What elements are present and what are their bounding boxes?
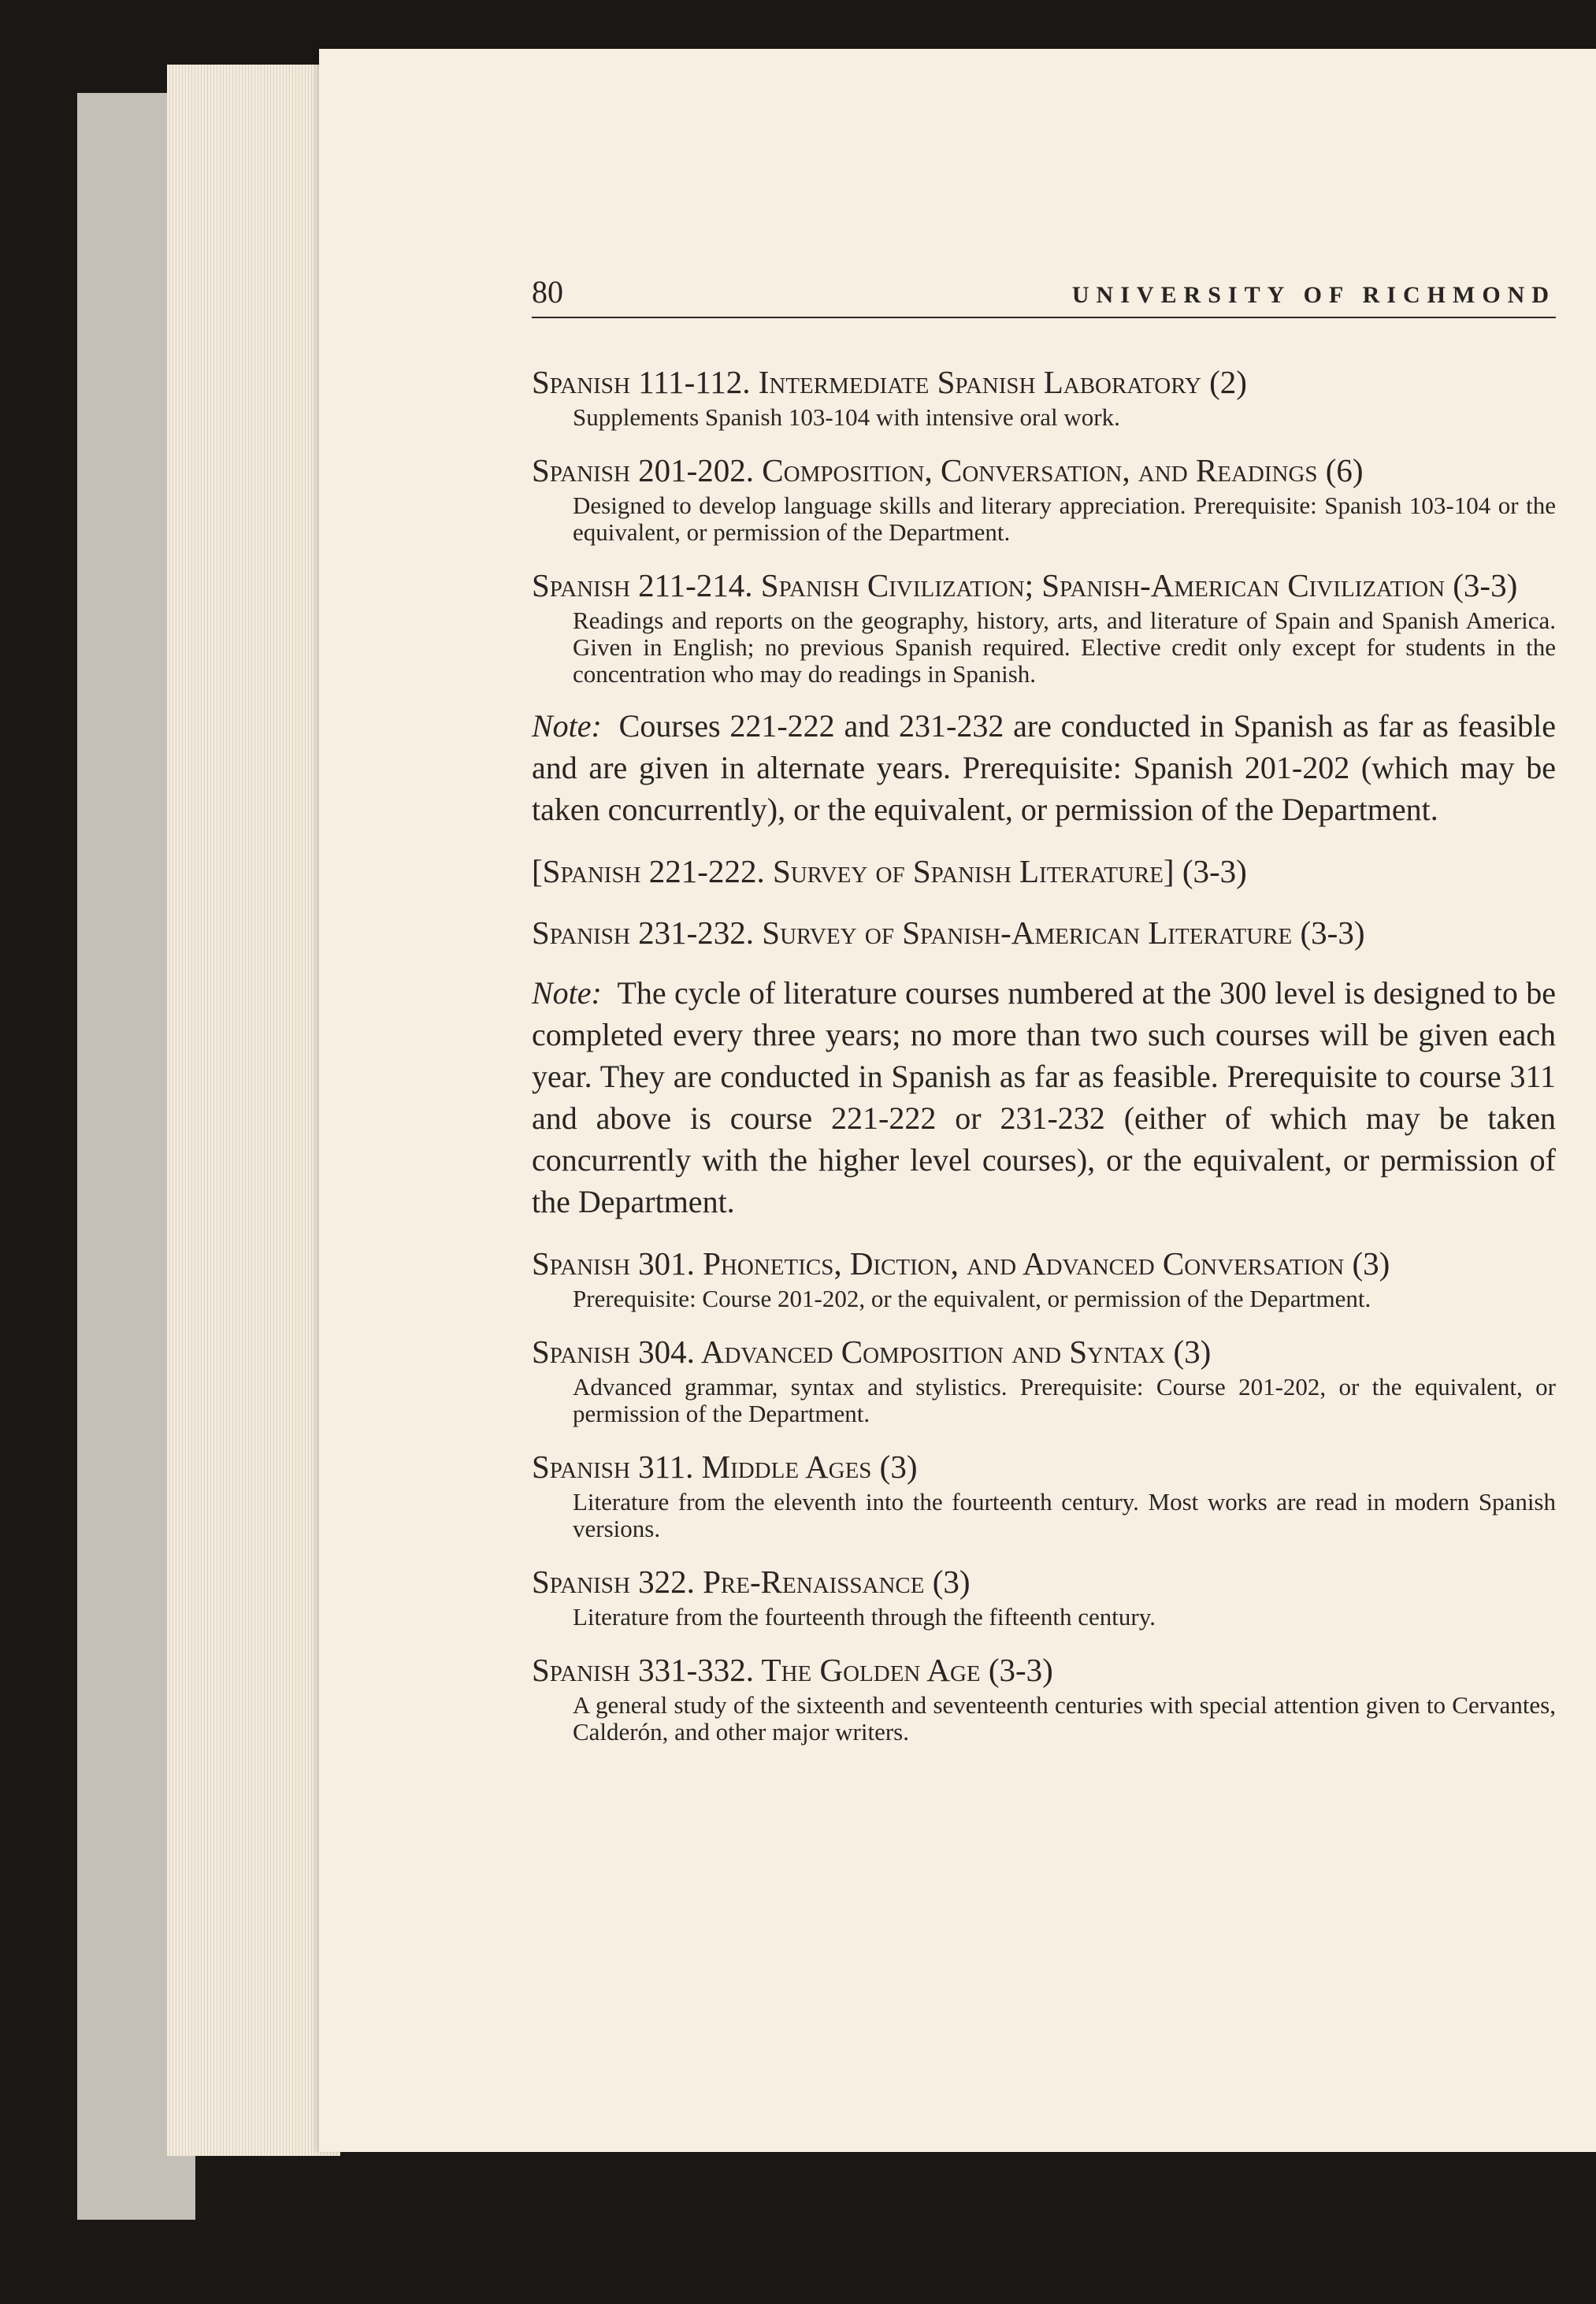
course-title: Spanish 322. Pre-Renaissance (3) (532, 1564, 971, 1600)
course-description: Prerequisite: Course 201-202, or the equivalent, or permission of the Department. (573, 1285, 1371, 1312)
course-title: Spanish 231-232. Survey of Spanish-American Literature (3-3) (532, 915, 1365, 951)
course-description: Designed to develop language skills and literary appreciation. Prerequisite: Spanish 103-104 or the equivalent, or permission of the Department. (573, 492, 1556, 546)
course-title: [Spanish 221-222. Survey of Spanish Literature] (3-3) (532, 853, 1247, 889)
course-entry (532, 360, 1556, 431)
course-description: Literature from the fourteenth through the fifteenth century. (573, 1603, 1156, 1631)
course-description: Readings and reports on the geography, history, arts, and literature of Spain and Spanish America. Given in English; no previous Spanish required. Elective credit only except for students in the concentration who may do readings in Spanish. (573, 607, 1556, 688)
course-description: Advanced grammar, syntax and stylistics. Prerequisite: Course 201-202, or the equivalent, or permission of the Department. (573, 1373, 1556, 1427)
course-listing (532, 360, 1556, 1763)
course-entry (532, 1330, 1556, 1427)
course-title: Spanish 111-112. Intermediate Spanish Laboratory (2) (532, 364, 1247, 400)
course-description: Supplements Spanish 103-104 with intensive oral work. (573, 403, 1120, 431)
course-entry (532, 849, 1556, 893)
note-text: The cycle of literature courses numbered at the 300 level is designed to be completed every three years; no more than two such courses will be given each year. They are conducted in Spanish as far as feasible. Prerequisite to course 311 and above is course 221-222 or 231-232 (either of which may be taken concurrently with the higher level courses), or the equivalent, or permission of the Department. (532, 975, 1557, 1219)
course-title: Spanish 201-202. Composition, Conversation, and Readings (6) (532, 452, 1364, 488)
catalog-page (319, 49, 1596, 2152)
course-title: Spanish 304. Advanced Composition and Syntax (3) (532, 1334, 1212, 1370)
note-label: Note: (532, 975, 602, 1011)
page-number: 80 (532, 274, 563, 310)
course-description: A general study of the sixteenth and seventeenth centuries with special attention given to Cervantes, Calderón, and other major writers. (573, 1691, 1556, 1746)
page-header (532, 269, 1556, 318)
course-entry (532, 563, 1556, 688)
course-entry (532, 911, 1556, 955)
course-title: Spanish 331-332. The Golden Age (3-3) (532, 1652, 1053, 1688)
course-entry (532, 1648, 1556, 1746)
course-entry (532, 1445, 1556, 1542)
running-head: UNIVERSITY OF RICHMOND (1071, 282, 1556, 308)
course-title: Spanish 311. Middle Ages (3) (532, 1449, 918, 1485)
course-title: Spanish 211-214. Spanish Civilization; Spanish-American Civilization (3-3) (532, 567, 1518, 603)
note-paragraph (532, 972, 1556, 1222)
course-entry (532, 448, 1556, 546)
note-paragraph (532, 705, 1556, 830)
course-entry (532, 1560, 1556, 1631)
course-entry (532, 1241, 1556, 1312)
note-text: Courses 221-222 and 231-232 are conducted in Spanish as far as feasible and are given in alternate years. Prerequisite: Spanish 201-202 (which may be taken concurrently), or the equivalent, or permission of the Department. (532, 708, 1557, 827)
course-description: Literature from the eleventh into the fourteenth century. Most works are read in modern Spanish versions. (573, 1488, 1556, 1542)
page-stack-edge (167, 65, 340, 2156)
note-label: Note: (532, 708, 602, 744)
course-title: Spanish 301. Phonetics, Diction, and Advanced Conversation (3) (532, 1245, 1390, 1282)
